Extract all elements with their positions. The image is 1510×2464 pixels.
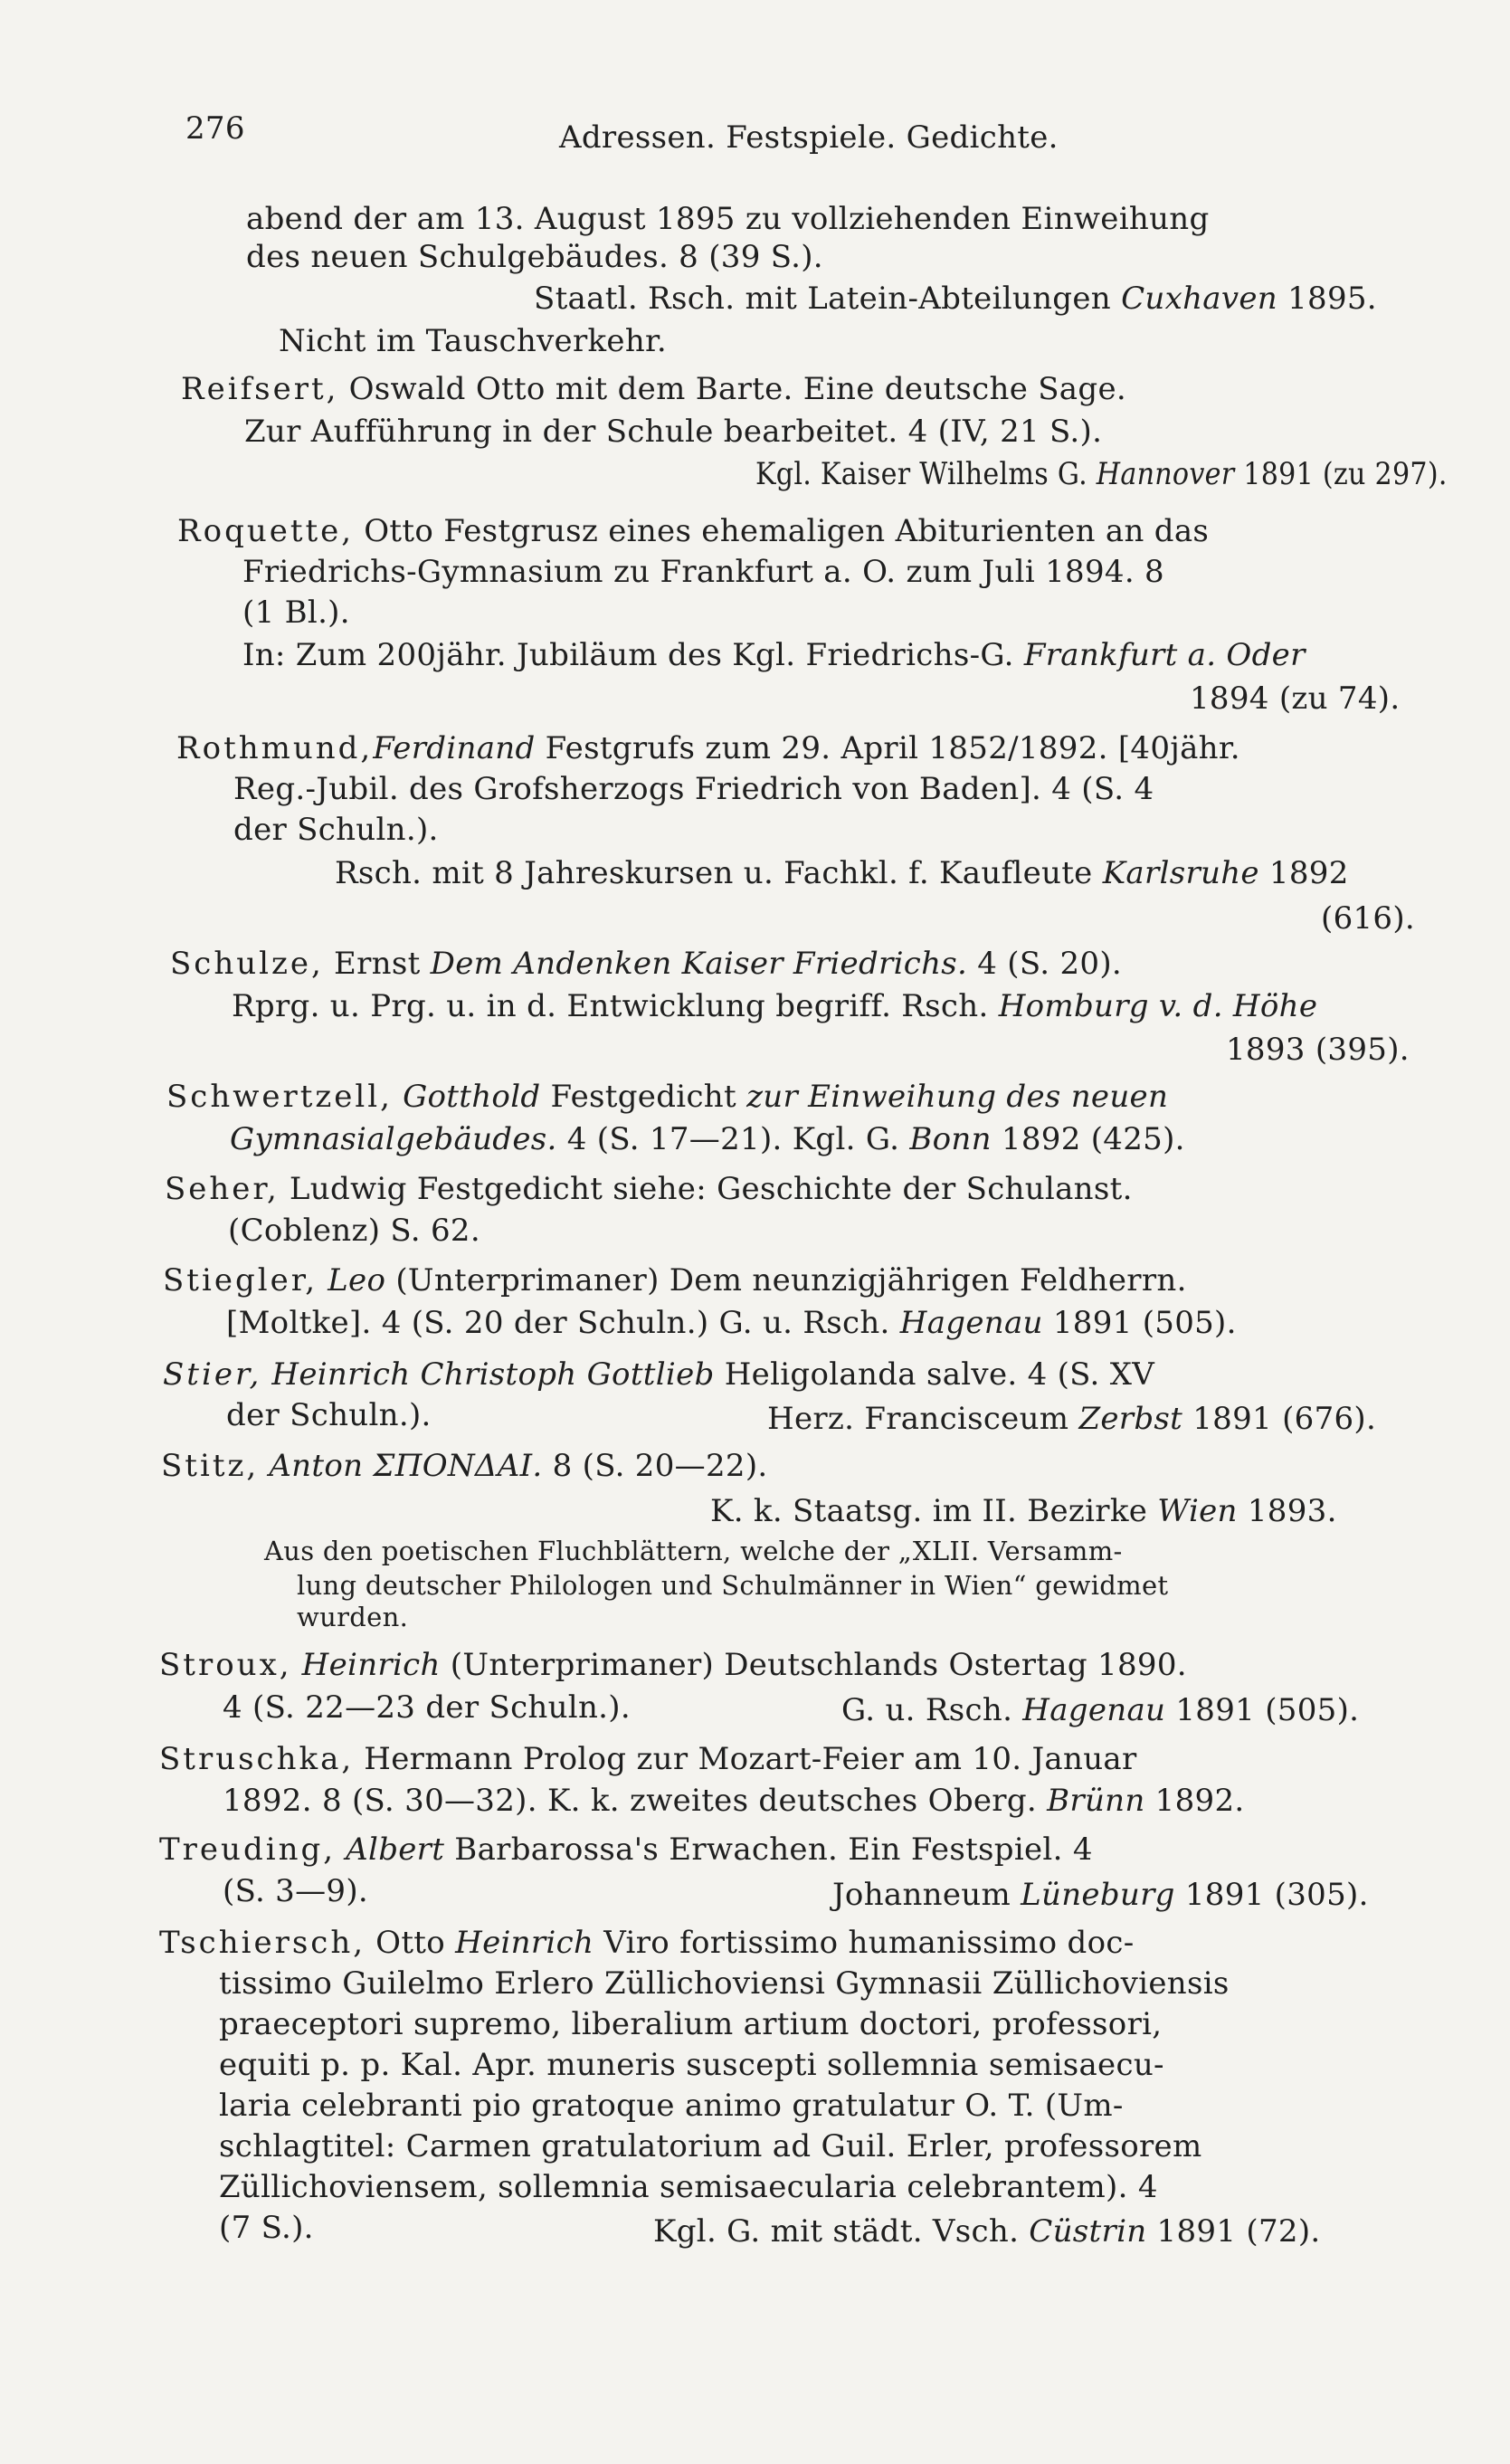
entry-tschiersch: Tschiersch, Otto Heinrich Viro fortissimo humanissimo doc- xyxy=(159,1925,1135,1961)
text-line: laria celebranti pio gratoque animo gratulatur O. T. (Um- xyxy=(219,2088,1124,2124)
text-line: 1894 (zu 74). xyxy=(1190,680,1401,717)
text-line: der Schuln.). xyxy=(226,1397,432,1433)
text-line: K. k. Staatsg. im II. Bezirke Wien 1893. xyxy=(710,1493,1337,1529)
text-line: Nicht im Tauschverkehr. xyxy=(279,323,667,359)
note-line: Aus den poetischen Fluchblättern, welche der „XLII. Versamm- xyxy=(264,1536,1123,1566)
entry-roquette: Roquette, Otto Festgrusz eines ehemaligen Abiturienten an das xyxy=(177,513,1210,549)
text-line: Rprg. u. Prg. u. in d. Entwicklung begriff. Rsch. Homburg v. d. Höhe xyxy=(232,988,1318,1024)
text-line: (S. 3—9). xyxy=(223,1873,368,1909)
text-line: tissimo Guilelmo Erlero Züllichoviensi Gymnasii Züllichoviensis xyxy=(219,1965,1230,2002)
text-line: Friedrichs-Gymnasium zu Frankfurt a. O. zum Juli 1894. 8 xyxy=(242,554,1164,590)
text-line: 1893 (395). xyxy=(1226,1032,1410,1068)
entry-struschka: Struschka, Hermann Prolog zur Mozart-Feier am 10. Januar xyxy=(159,1741,1137,1777)
entry-reifsert: Reifsert, Oswald Otto mit dem Barte. Eine deutsche Sage. xyxy=(181,371,1126,407)
note-line: lung deutscher Philologen und Schulmänner in Wien“ gewidmet xyxy=(297,1570,1169,1601)
text-line: des neuen Schulgebäudes. 8 (39 S.). xyxy=(246,239,823,275)
entry-schwertzell: Schwertzell, Gotthold Festgedicht zur Einweihung des neuen xyxy=(166,1079,1169,1115)
note-line: wurden. xyxy=(297,1602,409,1632)
entry-stitz: Stitz, Anton ΣΠΟΝΔΑΙ. 8 (S. 20—22). xyxy=(161,1448,768,1484)
text-line: Zur Aufführung in der Schule bearbeitet. 4 (IV, 21 S.). xyxy=(244,414,1103,450)
entry-stroux: Stroux, Heinrich (Unterprimaner) Deutschlands Ostertag 1890. xyxy=(159,1647,1187,1683)
text-line: 4 (S. 22—23 der Schuln.). xyxy=(223,1689,631,1726)
text-line: (1 Bl.). xyxy=(242,595,350,631)
text-line: Johanneum Lüneburg 1891 (305). xyxy=(832,1877,1369,1913)
text-line: Gymnasialgebäudes. 4 (S. 17—21). Kgl. G. Bonn 1892 (425). xyxy=(230,1121,1185,1157)
page-number: 276 xyxy=(185,110,245,147)
text-line: Züllichoviensem, sollemnia semisaecularia celebrantem). 4 xyxy=(219,2169,1158,2205)
entry-rothmund: Rothmund,Ferdinand Festgrufs zum 29. April 1852/1892. [40jähr. xyxy=(176,730,1240,766)
entry-schulze: Schulze, Ernst Dem Andenken Kaiser Friedrichs. 4 (S. 20). xyxy=(170,946,1122,982)
text-line: In: Zum 200jähr. Jubiläum des Kgl. Friedrichs-G. Frankfurt a. Oder xyxy=(242,637,1306,673)
text-line: schlagtitel: Carmen gratulatorium ad Guil. Erler, professorem xyxy=(219,2128,1202,2164)
entry-stier: Stier, Heinrich Christoph Gottlieb Heligolanda salve. 4 (S. XV xyxy=(163,1356,1155,1393)
text-line: Herz. Francisceum Zerbst 1891 (676). xyxy=(767,1401,1377,1437)
text-line: 1892. 8 (S. 30—32). K. k. zweites deutsches Oberg. Brünn 1892. xyxy=(223,1783,1245,1819)
text-line: G. u. Rsch. Hagenau 1891 (505). xyxy=(841,1692,1360,1728)
entry-stiegler: Stiegler, Leo (Unterprimaner) Dem neunzigjährigen Feldherrn. xyxy=(163,1262,1187,1299)
text-line: (7 S.). xyxy=(219,2210,314,2246)
text-line: praeceptori supremo, liberalium artium doctori, professori, xyxy=(219,2006,1163,2042)
text-line: Rsch. mit 8 Jahreskursen u. Fachkl. f. Kaufleute Karlsruhe 1892 xyxy=(335,855,1349,891)
entry-treuding: Treuding, Albert Barbarossa's Erwachen. Ein Festspiel. 4 xyxy=(159,1831,1093,1868)
text-line: Kgl. G. mit städt. Vsch. Cüstrin 1891 (72). xyxy=(653,2213,1321,2250)
text-line: Staatl. Rsch. mit Latein-Abteilungen Cuxhaven 1895. xyxy=(534,281,1377,317)
entry-seher: Seher, Ludwig Festgedicht siehe: Geschichte der Schulanst. xyxy=(165,1171,1133,1207)
running-title: Adressen. Festspiele. Gedichte. xyxy=(559,119,1059,156)
text-line: Kgl. Kaiser Wilhelms G. Hannover 1891 (zu 297). xyxy=(755,456,1448,492)
text-line: [Moltke]. 4 (S. 20 der Schuln.) G. u. Rsch. Hagenau 1891 (505). xyxy=(226,1305,1237,1341)
text-line: Reg.-Jubil. des Grofsherzogs Friedrich von Baden]. 4 (S. 4 xyxy=(233,771,1154,807)
text-line: equiti p. p. Kal. Apr. muneris suscepti sollemnia semisaecu- xyxy=(219,2047,1164,2083)
text-line: abend der am 13. August 1895 zu vollziehenden Einweihung xyxy=(246,201,1210,237)
text-line: (616). xyxy=(1321,900,1416,937)
text-line: der Schuln.). xyxy=(233,812,439,848)
text-line: (Coblenz) S. 62. xyxy=(228,1213,480,1249)
